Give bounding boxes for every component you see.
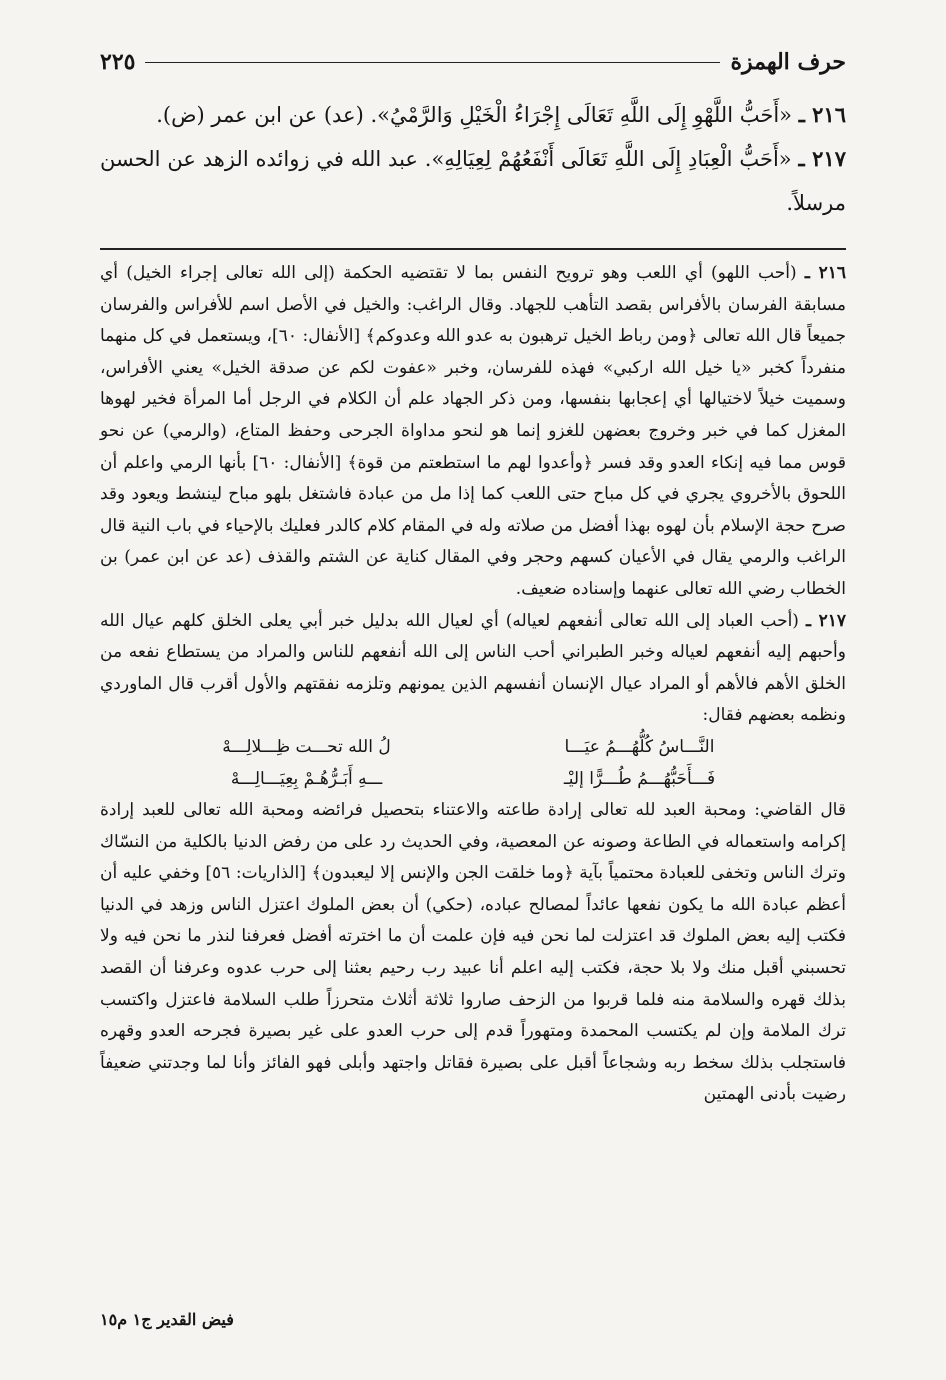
commentary-qadi	[100, 795, 846, 1111]
poem-line1-second-half: لُ الله تحـــت ظِـــلالِـــهْ	[222, 736, 391, 757]
commentary	[100, 258, 846, 1111]
hadith-216-text: «أَحَبُّ اللَّهْوِ إِلَى اللَّهِ تَعَالَى إِجْرَاءُ الْخَيْلِ وَالرَّمْيُ». (عد) عن ابن عمر (ض).	[156, 103, 792, 127]
commentary-qadi-text: قال القاضي: ومحبة العبد لله تعالى إرادة طاعته والاعتناء بتحصيل فرائضه ومحبة الله تعالى للعبد إرادة إكرامه واستعماله في الطاعة وصونه عن المعصية، وفي الحديث رد على من رفض الدنيا بالكلية من النسّاك وترك الناس وتخفى للعبادة محتمياً بآية ﴿وما خلقت الجن والإنس إلا ليعبدون﴾ [الذاريات: ٥٦] وخفي عليه أن أعظم عبادة الله ما يكون نفعها عائداً لمصالح عباده، (حكي) أن بعض الملوك اعتزل الناس وزهد في الدنيا فكتب إليه بعض الملوك قد اعتزلت لما نحن فيه فإن علمت أن ما اخترته أفضل فعرفنا لنذر ما نحن فيه ولا تحسبني أقبل منك ولا بلا حجة، فكتب إليه اعلم أنا عبيد رب رحيم بعثنا إلى حرب عدوه وعرفنا أن القصد بذلك قهره والسلامة منه فلما قربوا من الزحف صاروا ثلاثة أثلاث متحرزاً طلب السلامة فاعتزل واكتسب ترك الملامة وإن لم يكتسب المحمدة ومتهوراً قدم إلى حرب العدو على غير بصيرة فجرحه العدو وقهره فاستجلب بذلك سخط ربه وشجاعاً أقبل على بصيرة فقاتل واجتهد وأبلى فهو الفائز وأنا لما وجدتني ضعيفاً رضيت بأدنى الهمتين	[100, 800, 846, 1105]
commentary-217-number: ٢١٧ ـ	[806, 610, 846, 631]
poem-line1-first-half: النَّـــاسُ كُلُّهُـــمُ عيَـــا	[564, 736, 715, 757]
page-number: ٢٢٥	[100, 49, 136, 75]
hadith-217-number: ٢١٧ ـ	[798, 146, 846, 171]
poem-line2-first-half: فَـــأَحَبُّهُـــمُ طُـــرًّا إليْـ	[563, 768, 716, 789]
commentary-216-text: (أحب اللهو) أي اللعب وهو ترويح النفس بما لا تقتضيه الحكمة (إلى الله تعالى إجراء الخيل) أي مسابقة الفرسان بالأفراس بقصد التأهب للجهاد. وقال الراغب: والخيل في الأصل اسم للأفراس والفرسان جميعاً قال الله تعالى ﴿ومن رباط الخيل ترهبون به عدو الله وعدوكم﴾ [الأنفال: ٦٠]، ويستعمل في كل منهما منفرداً كخبر «يا خيل الله اركبي» فهذه للفرسان، وخبر «عفوت لكم عن صدقة الخيل» يعني الأفراس، وسميت خيلاً لاختيالها أي إعجابها بنفسها، ومن ذكر الجهاد علم أن الكلام في الرجل أما المرأة فخير لهوها المغزل كما في خبر وخروج بعضهن للغزو إنما هو لنحو مداواة الجرحى وحفظ المتاع، (والرمي) عن نحو قوس مما فيه إنكاء العدو وقد فسر ﴿وأعدوا لهم ما استطعتم من قوة﴾ [الأنفال: ٦٠] بأنها الرمي واعلم أن اللحوق بالأخروي يجري في كل مباح حتى اللعب كما إذا مل من عبادة فاشتغل بلهو مباح لينشط ويعود وقد صرح حجة الإسلام بأن لهوه بهذا أفضل من صلاته وله في المقام كلام كالدر فعليك بالإحياء في باب النية قال الراغب والرمي يقال في الأعيان كسهم وحجر وفي المقال كناية عن الشتم والقذف (عد عن ابن عمر) بن الخطاب رضي الله تعالى عنهما وإسناده ضعيف.	[100, 263, 846, 599]
chapter-title: حرف الهمزة	[730, 49, 846, 75]
hadith-217	[100, 137, 846, 225]
page-header	[100, 42, 846, 82]
commentary-216-number: ٢١٦ ـ	[804, 263, 847, 283]
poem	[100, 732, 846, 795]
header-rule	[145, 62, 720, 63]
hadith-texts	[100, 93, 846, 225]
commentary-217	[100, 606, 846, 732]
page-signature: فيض القدير ج١ م١٥	[100, 1310, 234, 1329]
hadith-216	[100, 93, 846, 137]
hadith-217-text: «أَحَبُّ الْعِبَادِ إِلَى اللَّهِ تَعَالَى أَنْفَعُهُمْ لِعِيَالِهِ». عبد الله في زوائده الزهد عن الحسن مرسلاً.	[100, 147, 846, 215]
commentary-217-text: (أحب العباد إلى الله تعالى أنفعهم لعياله) أي لعيال الله بدليل خبر أبي يعلى الخلق كلهم عيال الله وأحبهم إليه أنفعهم لعياله وخبر الطبراني أحب الناس إلى الله أنفعهم للناس والمراد من يستطاع نفعه من الخلق الأهم فالأهم أو المراد عيال الإنسان أنفسهم الذين يمونهم وتلزمه نفقتهم والأول أقرب قال الماوردي ونظمه بعضهم فقال:	[100, 610, 846, 726]
commentary-216	[100, 258, 846, 606]
hadith-216-number: ٢١٦ ـ	[798, 102, 846, 127]
poem-line2-second-half: ـــهِ أَبَـرُّهُـمْ بِعِيَـــالِـــهْ	[230, 768, 383, 789]
section-divider	[100, 248, 846, 250]
